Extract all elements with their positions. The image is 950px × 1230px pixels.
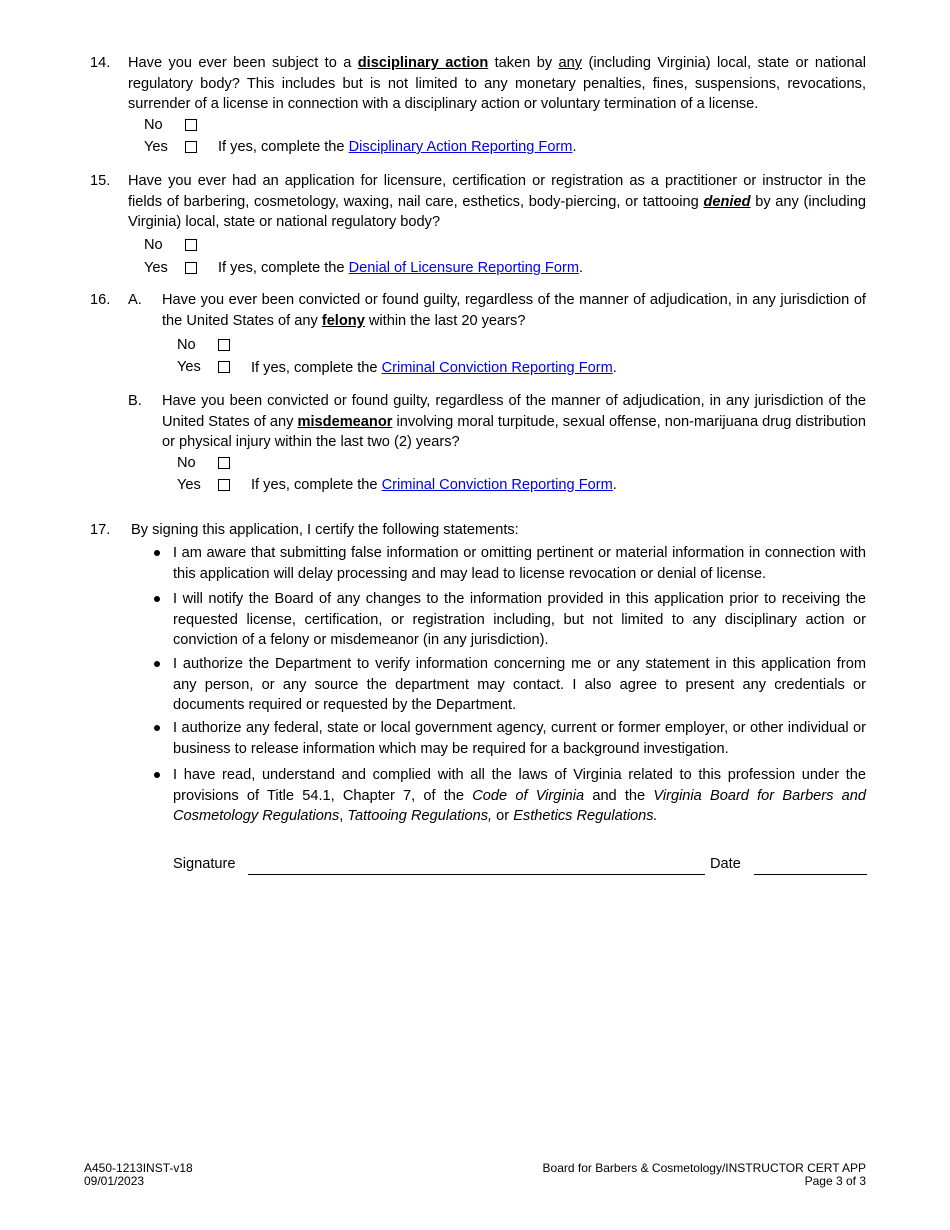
q16b-no-checkbox[interactable] (218, 457, 230, 469)
q14-no-label: No (144, 117, 163, 133)
emphasis-disciplinary-action: disciplinary action (357, 55, 489, 71)
q15-yes-instruction: If yes, complete the Denial of Licensure Reporting Form. (218, 260, 584, 276)
bullet-icon (154, 550, 160, 556)
q16b-no-label: No (177, 455, 196, 471)
emphasis-denied: denied (703, 193, 751, 210)
q16a-letter: A. (128, 292, 142, 308)
criminal-conviction-form-link-a[interactable]: Criminal Conviction Reporting Form (381, 360, 613, 376)
q15-no-checkbox[interactable] (185, 239, 197, 251)
q16a-no-checkbox[interactable] (218, 339, 230, 351)
date-field[interactable] (754, 874, 867, 875)
q17-bullet-4: I authorize any federal, state or local government agency, current or former employer, or other individual or business to release information which may be required for a background investigation. (173, 720, 866, 757)
bullet-icon (154, 725, 160, 731)
q17-bullet-5: I have read, understand and complied with all the laws of Virginia related to this profession under the provisions of Title 54.1, Chapter 7, of the Code of Virginia and the Virginia Board for Barbers and Cosmetology Regulations, Tattooing Regulations, or Esthetics Regulations. (173, 767, 867, 825)
q16b-yes-checkbox[interactable] (218, 479, 230, 491)
emphasis-felony: felony (321, 312, 365, 329)
q17-bullet-3: I authorize the Department to verify information concerning me or any statement in this application from any person, or any source the department may contact. I also agree to present any credentials or documents required or requested by the Department. (173, 656, 866, 714)
signature-field[interactable] (248, 874, 705, 875)
criminal-conviction-form-link-b[interactable]: Criminal Conviction Reporting Form (381, 477, 613, 493)
bullet-icon (154, 772, 160, 778)
q16a-no-label: No (177, 337, 196, 353)
q16b-yes-instruction: If yes, complete the Criminal Conviction Reporting Form. (251, 477, 617, 493)
form-date: 09/01/2023 (84, 1174, 145, 1188)
disciplinary-action-form-link[interactable]: Disciplinary Action Reporting Form (348, 139, 573, 155)
q17-bullet-1: I am aware that submitting false information or omitting pertinent or material information in connection with this application will delay processing and may lead to license revocation or denial of license. (173, 545, 866, 582)
bullet-icon (154, 661, 160, 667)
q16-number: 16. (90, 292, 111, 308)
q14-no-checkbox[interactable] (185, 119, 197, 131)
q17-bullet-2: I will notify the Board of any changes to the information provided in this application prior to receiving the requested license, certification, or registration including, but not limited to any disciplinary action or conviction of a felony or misdemeanor (in any jurisdiction). (173, 591, 866, 649)
q14-number: 14. (90, 55, 111, 71)
q16a-yes-instruction: If yes, complete the Criminal Conviction Reporting Form. (251, 360, 617, 376)
q15-number: 15. (90, 173, 111, 189)
form-id: A450-1213INST-v18 (84, 1161, 193, 1175)
denial-of-licensure-form-link[interactable]: Denial of Licensure Reporting Form (348, 260, 579, 276)
q16b-text: Have you been convicted or found guilty, regardless of the manner of adjudication, in any jurisdiction of the United States of any misdemeanor involving moral turpitude, sexual offense, non-marijuana drug distribution or physical injury within the last two (2) years? (162, 393, 866, 451)
q16a-yes-label: Yes (177, 359, 201, 375)
q15-no-label: No (144, 237, 163, 253)
footer-left (84, 1162, 193, 1188)
emphasis-any: any (558, 55, 583, 71)
q15-yes-checkbox[interactable] (185, 262, 197, 274)
q14-yes-checkbox[interactable] (185, 141, 197, 153)
q17-number: 17. (90, 522, 111, 538)
board-name: Board for Barbers & Cosmetology/INSTRUCTOR CERT APP (542, 1161, 866, 1175)
emphasis-misdemeanor: misdemeanor (297, 413, 393, 430)
q14-yes-instruction: If yes, complete the Disciplinary Action Reporting Form. (218, 139, 577, 155)
q16a-text: Have you ever been convicted or found guilty, regardless of the manner of adjudication, in any jurisdiction of the United States of any felony within the last 20 years? (162, 292, 866, 329)
q15-text: Have you ever had an application for licensure, certification or registration as a practitioner or instructor in the fields of barbering, cosmetology, waxing, nail care, esthetics, body-piercing, or tattooing denied by any (including Virginia) local, state or national regulatory body? (128, 173, 867, 231)
q16a-yes-checkbox[interactable] (218, 361, 230, 373)
q15-yes-label: Yes (144, 260, 168, 276)
bullet-icon (154, 596, 160, 602)
q17-intro: By signing this application, I certify the following statements: (131, 522, 519, 538)
q14-yes-label: Yes (144, 139, 168, 155)
footer-right (543, 1162, 866, 1188)
signature-label: Signature (173, 856, 236, 872)
q16b-letter: B. (128, 393, 142, 409)
q16b-yes-label: Yes (177, 477, 201, 493)
page-number: Page 3 of 3 (804, 1174, 866, 1188)
date-label: Date (710, 856, 741, 872)
q14-text: Have you ever been subject to a disciplinary action taken by any (including Virginia) local, state or national regulatory body? This includes but is not limited to any monetary penalties, fines, suspensions, revocations, surrender of a license in connection with a disciplinary action or voluntary termination of a license. (128, 55, 866, 113)
